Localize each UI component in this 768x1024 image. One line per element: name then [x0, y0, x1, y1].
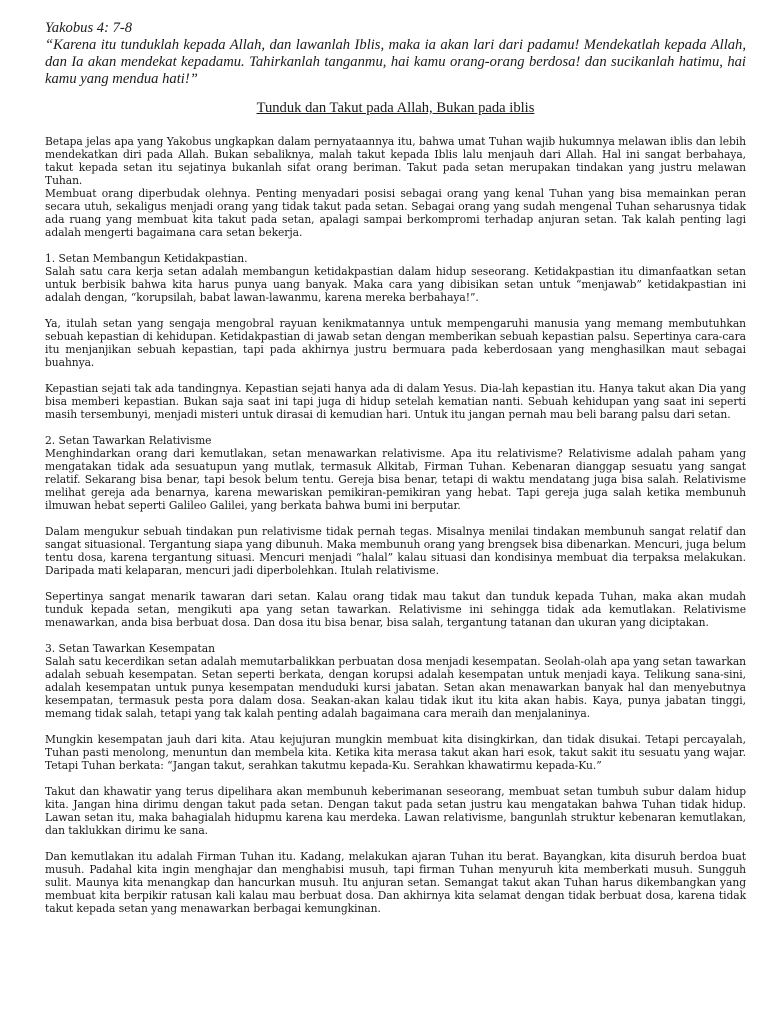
section-heading-3: 3. Setan Tawarkan Kesempatan — [45, 642, 215, 655]
paragraph: Mungkin kesempatan jauh dari kita. Atau kejujuran mungkin membuat kita disingkirkan, dan tidak disukai. Tetapi percayalah, Tuhan pasti menolong, menuntun dan membela kita. Ketika kita merasa takut akan hari esok, takut sakit itu sesuatu yang wajar. Tetapi Tuhan berkata: “Jangan takut, serahkan takutmu kepada-Ku. Serahkan khawatirmu kepada-Ku.” — [45, 733, 746, 772]
paragraph: Betapa jelas apa yang Yakobus ungkapkan dalam pernyataannya itu, bahwa umat Tuhan wajib hukumnya melawan iblis dan lebih mendekatkan diri pada Allah. Bukan sebaliknya, malah takut kepada Iblis lalu menjauh dari Allah. Hal ini sangat berbahaya, takut kepada setan itu sejatinya bukanlah sifat orang beriman. Takut pada setan merupakan tindakan yang justru melawan Tuhan. — [45, 135, 746, 187]
paragraph: Salah satu cara kerja setan adalah membangun ketidakpastian dalam hidup seseorang. Ketidakpastian itu dimanfaatkan setan untuk berbisik bahwa kita harus punya uang banyak. Maka cara yang dibisikan setan untuk “menjawab” ketidakpastian ini adalah dengan, “korupsilah, babat lawan-lawanmu, karena mereka berbahaya!”. — [45, 265, 746, 304]
paragraph: Kepastian sejati tak ada tandingnya. Kepastian sejati hanya ada di dalam Yesus. Dia-lah kepastian itu. Hanya takut akan Dia yang bisa memberi kepastian. Bukan saja saat ini tapi juga di hidup setelah kematian nanti. Sebuah kehidupan yang saat ini seperti masih tersembunyi, menjadi misteri untuk dirasai di kemudian hari. Untuk itu jangan pernah mau beli barang palsu dari setan. — [45, 382, 746, 421]
paragraph: Membuat orang diperbudak olehnya. Penting menyadari posisi sebagai orang yang kenal Tuhan yang bisa memainkan peran secara utuh, sekaligus menjadi orang yang tidak takut pada setan. Sebagai orang yang sudah mengenal Tuhan seharusnya tidak ada ruang yang membuat kita takut pada setan, apalagi sampai berkompromi terhadap anjuran setan. Tak kalah penting lagi adalah mengerti bagaimana cara setan bekerja. — [45, 187, 746, 239]
article-title: Tunduk dan Takut pada Allah, Bukan pada iblis — [256, 100, 535, 116]
verse-block — [45, 20, 746, 88]
verse-reference: Yakobus 4: 7-8 — [45, 20, 133, 36]
paragraph: Ya, itulah setan yang sengaja mengobral rayuan kenikmatannya untuk mempengaruhi manusia yang memang membutuhkan sebuah kepastian di kehidupan. Ketidakpastian di jawab setan dengan memberikan sebuah kepastian palsu. Sepertinya cara-cara itu menjanjikan sebuah kepastian, tapi pada akhirnya justru bermuara pada keberdosaan yang menghasilkan maut sebagai buahnya. — [45, 317, 746, 369]
paragraph: Menghindarkan orang dari kemutlakan, setan menawarkan relativisme. Apa itu relativisme? Relativisme adalah paham yang mengatakan tidak ada sesuatupun yang mutlak, termasuk Alkitab, Firman Tuhan. Kebenaran dianggap sesuatu yang sangat relatif. Sekarang bisa benar, tapi besok belum tentu. Gereja bisa benar, tetapi di waktu mendatang juga bisa salah. Relativisme melihat gereja ada benarnya, karena mewariskan pemikiran-pemikiran yang hebat. Tapi gereja juga salah ketika membunuh ilmuwan hebat seperti Galileo Galilei, yang berkata bahwa bumi ini berputar. — [45, 447, 746, 512]
paragraph: Takut dan khawatir yang terus dipelihara akan membunuh keberimanan seseorang, membuat setan tumbuh subur dalam hidup kita. Jangan hina dirimu dengan takut pada setan. Dengan takut pada setan justru kau mengatakan bahwa Tuhan tidak hidup. Lawan setan itu, maka bahagialah hidupmu karena kau merdeka. Lawan relativisme, bangunlah struktur kebenaran kemutlakan, dan taklukkan dirimu ke sana. — [45, 785, 746, 837]
paragraph: Sepertinya sangat menarik tawaran dari setan. Kalau orang tidak mau takut dan tunduk kepada Tuhan, maka akan mudah tunduk kepada setan, mengikuti apa yang setan tawarkan. Relativisme ini sehingga tidak ada kemutlakan. Relativisme menawarkan, anda bisa berbuat dosa. Dan dosa itu bisa benar, bisa salah, tergantung tatanan dan ukuran yang diciptakan. — [45, 590, 746, 629]
paragraph: Salah satu kecerdikan setan adalah memutarbalikkan perbuatan dosa menjadi kesempatan. Seolah-olah apa yang setan tawarkan adalah sebuah kesempatan. Setan seperti berkata, dengan korupsi adalah kesempatan untuk menjadi kaya. Telikung sana-sini, adalah kesempatan untuk punya kesempatan menduduki kursi jabatan. Setan akan menawarkan banyak hal dan menyebutnya kesempatan, termasuk pesta pora dalam dosa. Seakan-akan kalau tidak ikut itu kita akan habis. Kaya, punya jabatan tinggi, memang tidak salah, tetapi yang tak kalah penting adalah bagaimana cara meraih dan menjalaninya. — [45, 655, 746, 720]
paragraph: Dalam mengukur sebuah tindakan pun relativisme tidak pernah tegas. Misalnya menilai tindakan membunuh sangat relatif dan sangat situasional. Tergantung siapa yang dibunuh. Maka membunuh orang yang brengsek bisa dibenarkan. Mencuri, juga belum tentu dosa, karena tergantung situasi. Mencuri menjadi “halal” kalau situasi dan kondisinya membuat dia terpaksa melakukan. Daripada mati kelaparan, mencuri jadi diperbolehkan. Itulah relativisme. — [45, 525, 746, 577]
section-heading-1: 1. Setan Membangun Ketidakpastian. — [45, 252, 248, 265]
article-body — [45, 135, 746, 915]
verse-quote: “Karena itu tunduklah kepada Allah, dan lawanlah Iblis, maka ia akan lari dari padamu! Mendekatlah kepada Allah, dan Ia akan mendekat kepadamu. Tahirkanlah tanganmu, hai kamu orang-orang berdosa! dan sucikanlah hatimu, hai kamu yang mendua hati!” — [45, 37, 746, 87]
section-heading-2: 2. Setan Tawarkan Relativisme — [45, 434, 212, 447]
paragraph: Dan kemutlakan itu adalah Firman Tuhan itu. Kadang, melakukan ajaran Tuhan itu berat. Bayangkan, kita disuruh berdoa buat musuh. Padahal kita ingin menghajar dan menghabisi musuh, tapi firman Tuhan menyuruh kita memberkati musuh. Sungguh sulit. Maunya kita menangkap dan hancurkan musuh. Itu anjuran setan. Semangat takut akan Tuhan harus dikembangkan yang membuat kita berpikir ratusan kali kalau mau berbuat dosa. Dan akhirnya kita selamat dengan tidak berbuat dosa, karena tidak takut kepada setan yang menawarkan berbagai kemungkinan. — [45, 850, 746, 915]
